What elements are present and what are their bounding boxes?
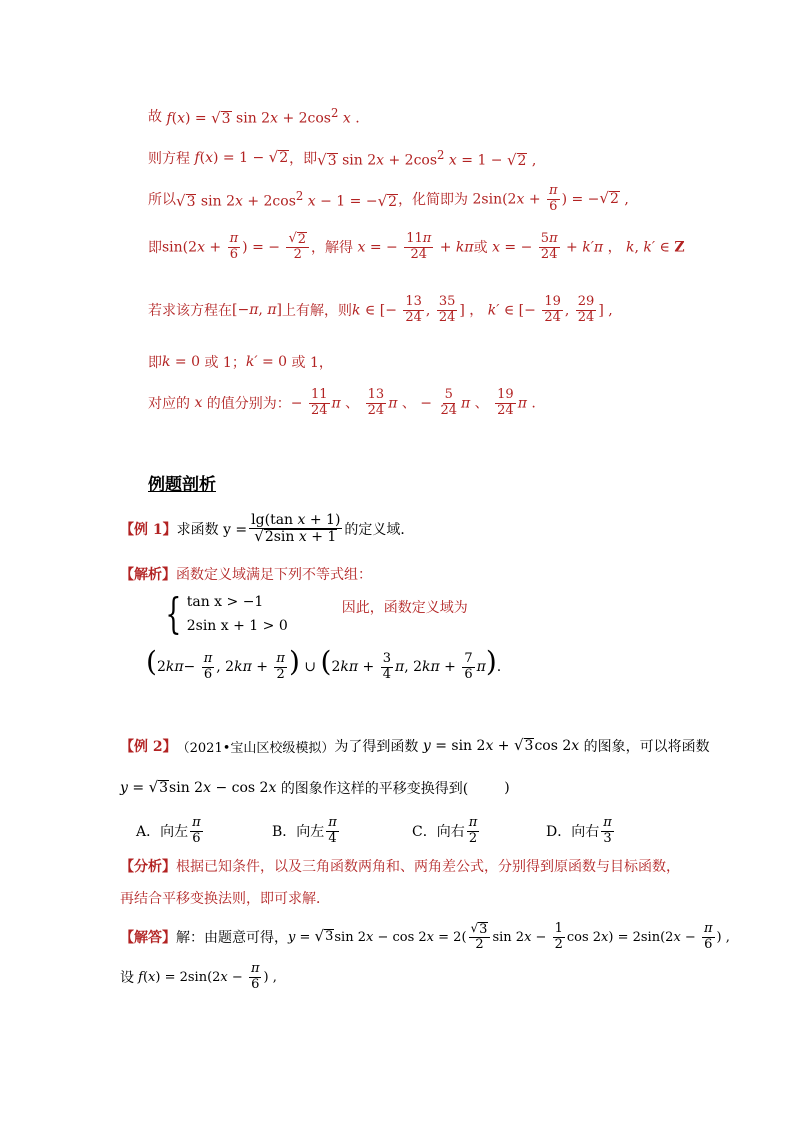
jieda-text: 解：由题意可得， — [176, 930, 288, 947]
inequality-1: tan x > −1 — [186, 594, 264, 610]
example1-analysis — [120, 564, 372, 584]
option-den: 2 — [468, 830, 478, 846]
option-den: 3 — [603, 830, 612, 846]
option-d[interactable] — [546, 816, 656, 847]
formula: lg(tan x + 1) √ 2sin x + 1 — [251, 512, 341, 546]
option-label: D．向右 — [546, 824, 600, 841]
line-text: 则方程 — [148, 151, 190, 168]
section-title: 例题剖析 — [148, 475, 216, 495]
option-a[interactable] — [136, 816, 272, 847]
example1-text-a: 求函数 y = — [176, 521, 248, 538]
example2-fenxi-line1 — [120, 856, 680, 876]
example2-text-c: 的图象作这样的平移变换得到( — [280, 781, 469, 797]
formula: k = 0 — [162, 354, 205, 370]
example1-label: 【例 1】 — [120, 521, 177, 538]
example1-question — [120, 512, 414, 545]
option-den: 6 — [192, 830, 201, 846]
line-text: ，化简即为 — [398, 192, 469, 209]
formula: y = √ 3 sin 2x − cos 2x — [120, 778, 277, 796]
formula: f(x) = 1 − √ 2 — [194, 148, 289, 167]
option-label: B．向左 — [272, 824, 325, 841]
formula: (2kπ− $\frac{\pi}{6}$ , 2kπ + $\frac{\pi}{2}$ ) ∪ (2kπ + $\frac{3}{4}$ π, 2kπ + $\frac{7}{6}$ π). — [146, 645, 502, 682]
formula: x = − $\frac{5\pi}{24}$ + k′π ， k, k′ ∈ Z — [492, 231, 685, 262]
option-num: π — [328, 815, 337, 830]
line-text: 故 — [148, 109, 162, 126]
option-num: π — [468, 815, 478, 830]
line-text: 所以 — [148, 192, 176, 209]
formula: 2sin(2x + $\frac{\pi}{6}$ ) = − √ 2 , — [468, 183, 629, 214]
line-text: 或 1， — [291, 355, 333, 371]
example2-options — [136, 816, 656, 847]
example2-text-d: ) — [504, 780, 510, 796]
example1-text-b: 的定义域． — [344, 521, 415, 538]
option-label: A．向左 — [136, 824, 189, 841]
option-label: C．向右 — [412, 824, 465, 841]
example2-last-line — [120, 962, 277, 993]
solution-line-1 — [148, 106, 360, 127]
last-prefix: 设 — [120, 970, 134, 987]
line-text: 即 — [148, 240, 162, 257]
formula: x — [190, 395, 207, 412]
conclusion-text: 因此，函数定义域为 — [341, 600, 468, 616]
example2-text-b: 的图象，可以将函数 — [583, 739, 710, 755]
line-text: 上有解，则 — [281, 303, 352, 320]
formula: k′ = 0 — [245, 354, 292, 370]
formula: sin(2x + $\frac{\pi}{6}$ ) = − √ 2 2 — [162, 232, 311, 263]
line-text: 若求该方程在 — [148, 303, 232, 320]
formula: y = sin 2x + √ 3 cos 2x — [422, 736, 580, 754]
line-text: 对应的 — [148, 396, 190, 413]
formula: f(x) = 2sin(2x − $\frac{\pi}{6}$ ) , — [138, 961, 277, 992]
example2-question-line2 — [120, 778, 510, 798]
solution-line-2 — [148, 148, 536, 169]
example2-question-line1 — [120, 736, 710, 756]
solution-line-4 — [148, 232, 685, 263]
inequality-2: 2sin x + 1 > 0 — [186, 618, 288, 634]
option-c[interactable] — [412, 816, 546, 847]
line-text: 的值分别为： — [206, 396, 291, 413]
line-text: 即 — [148, 355, 162, 371]
line-text: 或 — [473, 240, 488, 257]
analysis-text: 函数定义域满足下列不等式组： — [176, 567, 372, 583]
example2-fenxi-line2: 再结合平移变换法则，即可求解． — [120, 891, 330, 907]
solution-line-7 — [148, 388, 536, 419]
left-brace: { — [165, 589, 182, 638]
line-text: ，即 — [289, 151, 318, 168]
analysis-label: 【解析】 — [120, 567, 176, 583]
formula: − $\frac{11}{24}$ π 、 $\frac{13}{24}$ π 、 − $\frac{5}{24}$ π 、 $\frac{19}{24}$ π . — [290, 387, 536, 418]
solution-line-3 — [148, 184, 629, 215]
solution-line-6 — [148, 352, 333, 372]
option-b[interactable] — [272, 816, 412, 847]
option-den: 4 — [328, 830, 337, 846]
formula: k ∈ [− $\frac{13}{24}$ , $\frac{35}{24}$ ] ， k′ ∈ [− $\frac{19}{24}$ , $\frac{29}{24}$ ] , — [351, 294, 613, 325]
option-num: π — [603, 815, 612, 830]
formula: √ 3 $\sin 2x + 2\cos^2$ x − 1 = − √ 2 — [176, 189, 398, 210]
formula: y = √ 3 sin 2x − cos 2x = 2( √ 3 2 sin 2x − $\frac{1}{2}$ cos 2x) = 2sin(2x − $\frac{\pi}{6}$ ) , — [288, 921, 730, 952]
formula: √ 3 $\sin 2x + 2\cos^2$ x = 1 − √ 2 , — [317, 148, 537, 169]
domain-answer — [146, 645, 502, 682]
example2-text-a: 为了得到函数 — [334, 739, 419, 755]
inequality-system — [160, 590, 468, 638]
jieda-label: 【解答】 — [120, 930, 176, 947]
example2-label: 【例 2】 — [120, 739, 177, 755]
fenxi-label: 【分析】 — [120, 859, 176, 875]
formula: x = − $\frac{11\pi}{24}$ + kπ — [357, 231, 474, 262]
formula: f(x) = √ 3 $\sin 2x + 2\cos^2$ x . — [166, 106, 360, 127]
example2-source: （2021•宝山区校级模拟） — [176, 740, 335, 756]
example2-jieda — [120, 922, 730, 953]
solution-line-5 — [148, 295, 613, 326]
line-text: 或 1； — [204, 355, 246, 371]
line-text: ，解得 — [311, 240, 354, 257]
formula: [−π, π] — [232, 302, 282, 319]
option-num: π — [192, 815, 201, 830]
fenxi-text: 根据已知条件，以及三角函数两角和、两角差公式，分别得到原函数与目标函数， — [176, 859, 680, 875]
